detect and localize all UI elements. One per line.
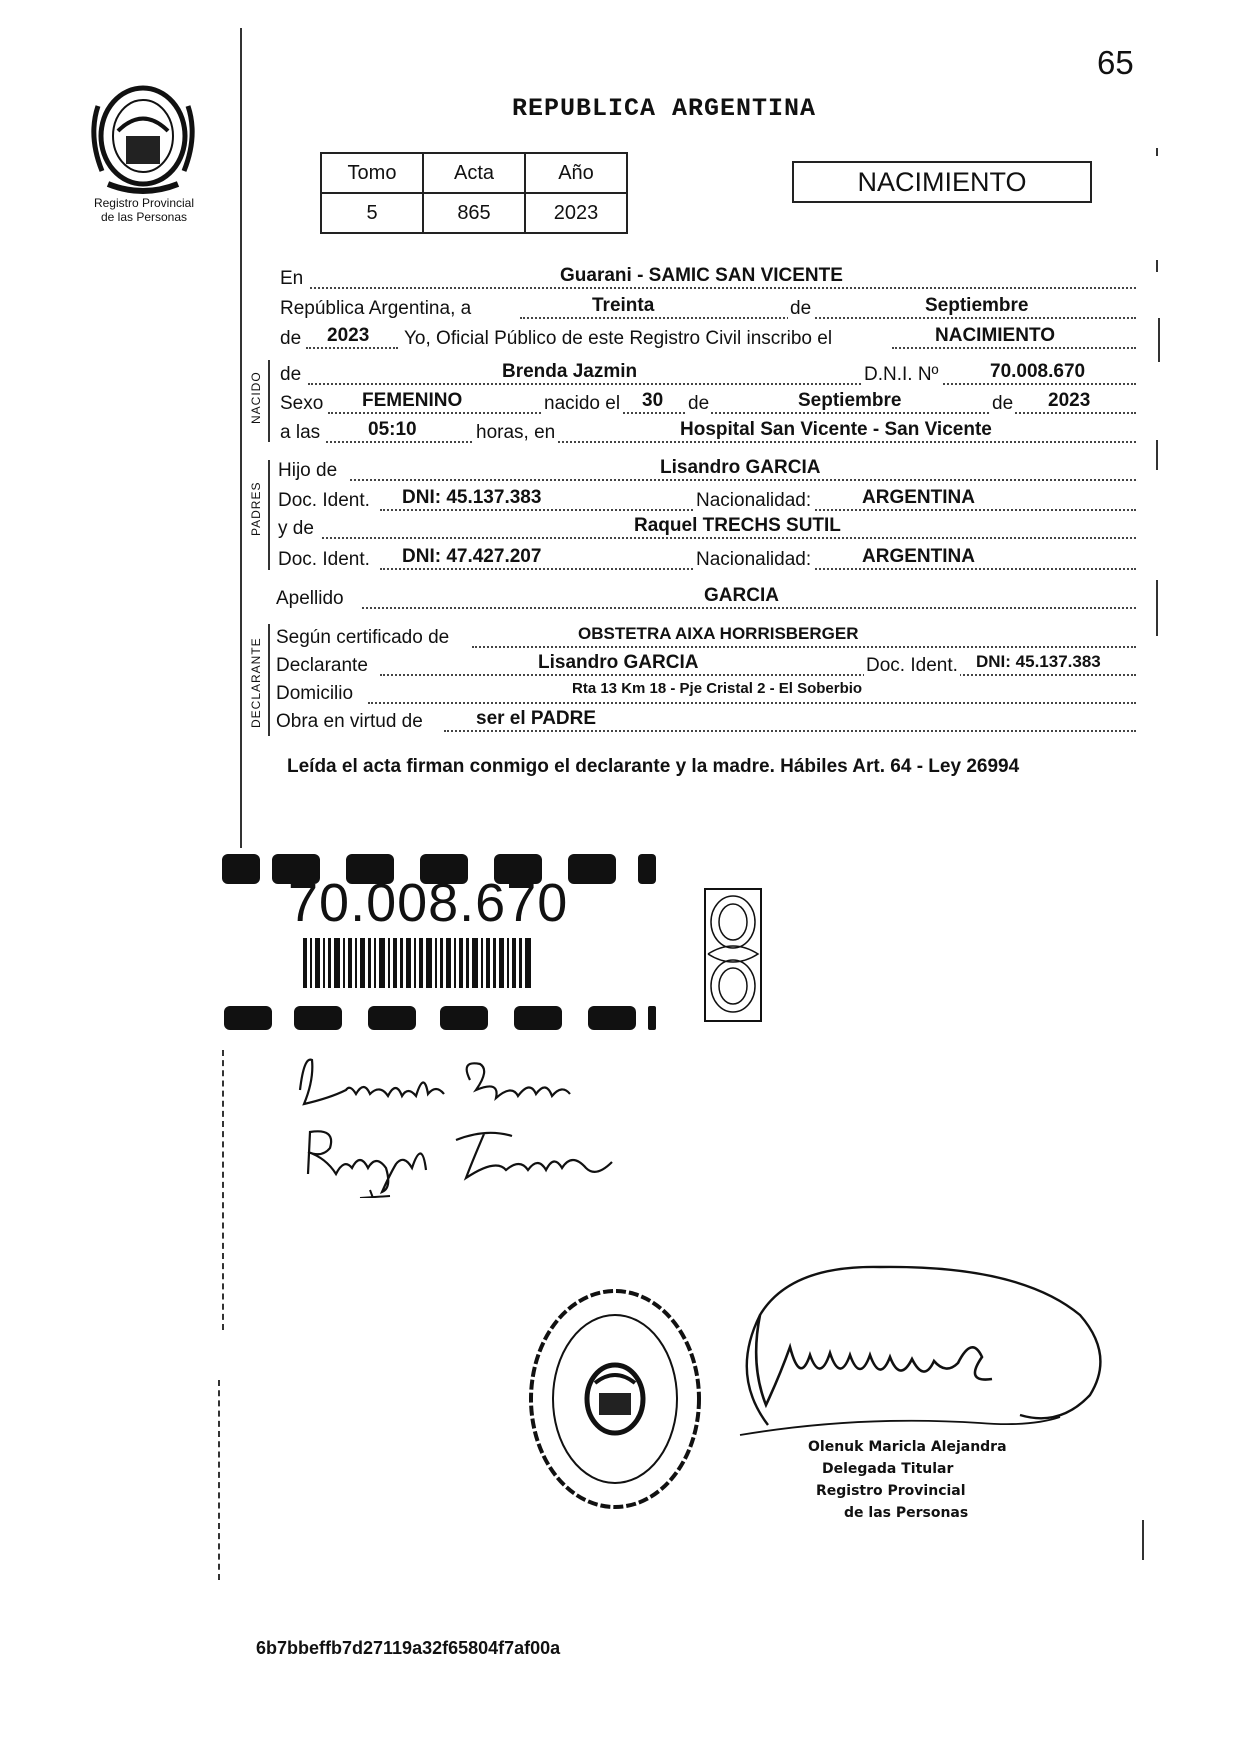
section-nacido-label: NACIDO (249, 371, 263, 424)
margin-mark (1156, 148, 1158, 156)
row-declarante: Declarante Lisandro GARCIA Doc. Ident. DNI: 45.137.383 (276, 655, 1136, 681)
acta-header-acta: Acta (423, 153, 525, 193)
acta-value-acta: 865 (423, 193, 525, 233)
margin-mark (1156, 440, 1158, 470)
row-inscribo: de 2023 Yo, Oficial Público de este Registro Civil inscribo el NACIMIENTO (280, 328, 1136, 354)
section-padres-bracket (268, 460, 270, 570)
page-number: 65 (1097, 44, 1134, 81)
margin-mark (1156, 260, 1158, 272)
document-title: REPUBLICA ARGENTINA (512, 94, 817, 123)
provincial-emblem-icon (88, 76, 198, 196)
id-number: 70.008.670 (288, 873, 569, 933)
margin-mark (1158, 318, 1160, 362)
row-hora: a las 05:10 horas, en Hospital San Vicente - San Vicente (280, 422, 1136, 448)
signature-madre-icon (296, 1118, 636, 1198)
stamp-name: Olenuk Maricla Alejandra (808, 1439, 1007, 1455)
acta-value-tomo: 5 (321, 193, 423, 233)
signature-declarante-icon (290, 1050, 610, 1116)
section-declarante-bracket (268, 624, 270, 736)
margin-mark (1142, 1520, 1144, 1560)
row-domicilio: Domicilio Rta 13 Km 18 - Pje Cristal 2 - El Soberbio (276, 683, 1136, 709)
row-apellido: Apellido GARCIA (276, 588, 1136, 614)
closing-text: Leída el acta firman conmigo el declarante y la madre. Hábiles Art. 64 - Ley 26994 (287, 756, 1020, 777)
record-type-box: NACIMIENTO (792, 161, 1092, 203)
signature-delegada-icon (720, 1255, 1110, 1455)
section-declarante-label: DECLARANTE (249, 637, 263, 728)
nombre: Brenda Jazmin (502, 361, 638, 382)
registry-label: Registro Provincial de las Personas (93, 196, 195, 224)
padre: Lisandro GARCIA (660, 457, 821, 478)
row-certificado: Según certificado de OBSTETRA AIXA HORRISBERGER (276, 627, 1136, 653)
document-hash: 6b7bbeffb7d27119a32f65804f7af00a (256, 1638, 561, 1658)
margin-mark (222, 1050, 224, 1330)
row-en: En Guarani - SAMIC SAN VICENTE (280, 268, 1136, 294)
delegada-stamp (808, 1436, 1007, 1524)
acta-value-anio: 2023 (525, 193, 627, 233)
margin-mark (1156, 580, 1158, 636)
stamp-registry-2: de las Personas (844, 1505, 969, 1521)
row-padre-doc: Doc. Ident. DNI: 45.137.383 Nacionalidad: ARGENTINA (278, 490, 1136, 516)
acta-header-tomo: Tomo (321, 153, 423, 193)
section-padres-label: PADRES (249, 481, 263, 536)
row-fecha: República Argentina, a Treinta de Septiembre (280, 298, 1136, 324)
row-madre: y de Raquel TRECHS SUTIL (278, 518, 1136, 544)
row-obra: Obra en virtud de ser el PADRE (276, 711, 1136, 737)
dni: 70.008.670 (990, 361, 1086, 382)
lugar-inscripcion: Guarani - SAMIC SAN VICENTE (560, 265, 843, 286)
madre: Raquel TRECHS SUTIL (634, 515, 841, 536)
margin-line (240, 28, 242, 848)
row-madre-doc: Doc. Ident. DNI: 47.427.207 Nacionalidad: ARGENTINA (278, 549, 1136, 575)
stamp-registry: Registro Provincial (816, 1483, 966, 1499)
barcode-icon (303, 938, 531, 988)
official-seal-icon (525, 1283, 705, 1515)
apellido: GARCIA (704, 585, 779, 606)
row-padre: Hijo de Lisandro GARCIA (278, 460, 1136, 486)
section-nacido-bracket (268, 360, 270, 442)
margin-mark (218, 1380, 220, 1580)
acta-table (320, 152, 628, 234)
stamp-role: Delegada Titular (822, 1461, 954, 1477)
declarante: Lisandro GARCIA (538, 652, 699, 673)
security-band-bottom-icon (222, 1002, 658, 1034)
row-nombre: de Brenda Jazmin D.N.I. Nº 70.008.670 (280, 364, 1136, 390)
security-pattern-icon (704, 888, 762, 1022)
acta-header-anio: Año (525, 153, 627, 193)
row-sexo: Sexo FEMENINO nacido el 30 de Septiembre de 2023 (280, 393, 1136, 419)
